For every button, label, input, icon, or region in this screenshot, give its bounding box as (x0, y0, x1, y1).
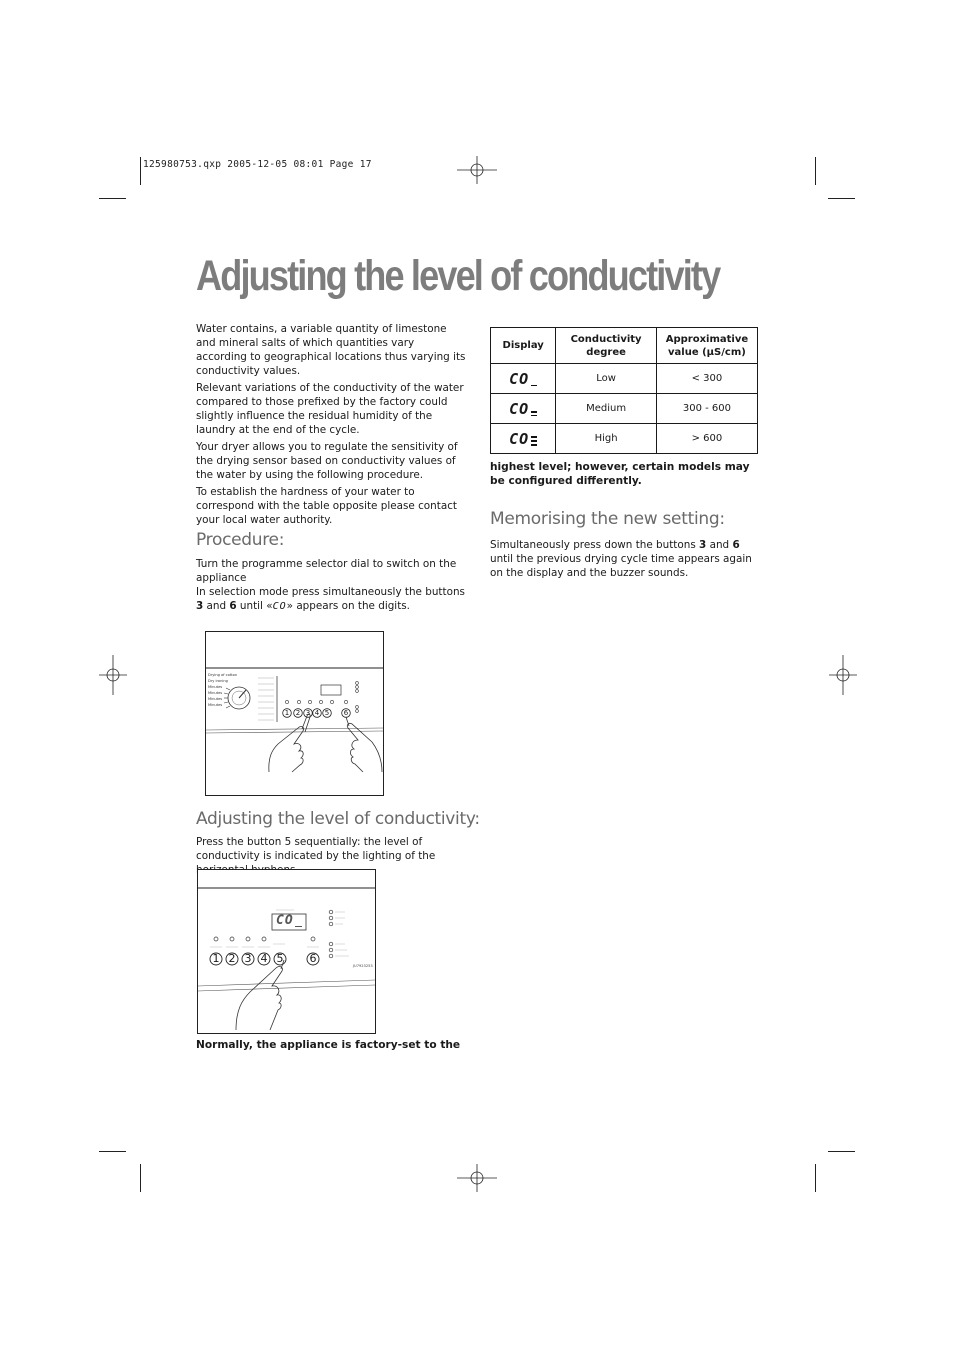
highest-level-text: highest level; however, certain models may be configured differently. (490, 461, 750, 487)
procedure-text (196, 557, 466, 614)
fig2-button-4: 4 (260, 952, 268, 965)
page-title: Adjusting the level of conductivity (196, 252, 720, 300)
fig1-button-4: 4 (314, 709, 320, 717)
display-cell: CO (491, 394, 556, 424)
intro-paragraph: Relevant variations of the conductivity of the water compared to those prefixed by the factory could slightly influence the residual humidity of the laundry at the end of the cycle. (196, 382, 464, 436)
memorising-heading: Memorising the new setting: (490, 509, 725, 529)
degree-cell: High (556, 424, 657, 454)
slug-line: 125980753.qxp 2005-12-05 08:01 Page 17 (143, 159, 372, 170)
intro-paragraph: Water contains, a variable quantity of limestone and mineral salts of which quantities vary according to geographical locations thus varying its conductivity values. (196, 323, 466, 377)
intro-paragraph: To establish the hardness of your water to correspond with the table opposite please contact your local water authority. (196, 486, 457, 526)
fig2-button-1: 1 (212, 952, 220, 965)
fig1-button-3: 3 (305, 709, 311, 717)
control-panel-figure-1 (205, 631, 384, 796)
fig1-button-6: 6 (343, 709, 349, 717)
dial-label: Minutes (208, 685, 223, 689)
dial-label: Minutes (208, 697, 223, 701)
fig1-button-5: 5 (324, 709, 330, 717)
control-panel-figure-2 (197, 869, 376, 1034)
table-row (491, 424, 758, 454)
procedure-line-1: Turn the programme selector dial to switch on the appliance (196, 558, 457, 584)
memorising-text: Simultaneously press down the buttons 3 and 6 until the previous drying cycle time appears again on the display and the buzzer sounds. (490, 539, 752, 579)
degree-cell: Low (556, 364, 657, 394)
dial-label: Dry ironing (208, 679, 228, 683)
table-header: Conductivity degree (556, 328, 657, 364)
fig2-code: JU7923253 (353, 964, 373, 968)
table-row (491, 394, 758, 424)
intro-text (196, 322, 466, 530)
fig2-display-hyphen (295, 926, 302, 927)
value-cell: > 600 (656, 424, 757, 454)
value-cell: 300 - 600 (656, 394, 757, 424)
dial-labels (208, 672, 237, 708)
normally-text: Normally, the appliance is factory-set to the (196, 1039, 461, 1051)
fig2-button-2: 2 (228, 952, 236, 965)
degree-cell: Medium (556, 394, 657, 424)
adjusting-heading: Adjusting the level of conductivity: (196, 809, 480, 829)
registration-mark-bottom (457, 1158, 497, 1198)
display-closeup-drawing (198, 870, 375, 1033)
display-cell: CO (491, 424, 556, 454)
registration-mark-left (93, 655, 133, 695)
fig2-button-6: 6 (309, 952, 317, 965)
conductivity-table (490, 327, 758, 454)
fig2-display-text: CO (276, 913, 294, 928)
display-cell: CO (491, 364, 556, 394)
fig1-button-2: 2 (295, 709, 301, 717)
table-row (491, 364, 758, 394)
registration-mark-right (823, 655, 863, 695)
fig2-button-3: 3 (244, 952, 252, 965)
table-header: Approximative value (µS/cm) (656, 328, 757, 364)
fig2-button-5: 5 (276, 952, 284, 965)
adjusting-text: Press the button 5 sequentially: the level of conductivity is indicated by the lighting of the (196, 836, 436, 862)
procedure-heading: Procedure: (196, 530, 285, 550)
intro-paragraph: Your dryer allows you to regulate the sensitivity of the drying sensor based on conductivity values of the water by using the following procedure. (196, 441, 458, 481)
dial-label: Minutes (208, 703, 223, 707)
table-header: Display (491, 328, 556, 364)
registration-mark-top (457, 150, 497, 190)
dial-label: Minutes (208, 691, 223, 695)
value-cell: < 300 (656, 364, 757, 394)
dial-label: Drying of cotton (208, 673, 238, 677)
fig1-button-1: 1 (284, 709, 290, 717)
procedure-line-2: In selection mode press simultaneously the buttons 3 and 6 until «CO» appears on the digits. (196, 586, 465, 612)
